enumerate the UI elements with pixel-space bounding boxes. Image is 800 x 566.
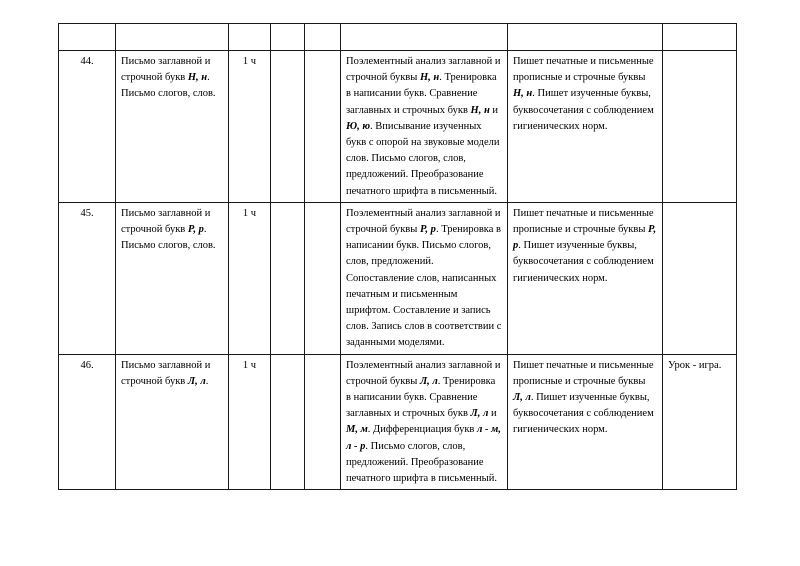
cell-number: 44. bbox=[59, 51, 116, 203]
cell-notes bbox=[663, 51, 737, 203]
cell-notes: Урок - игра. bbox=[663, 354, 737, 490]
lesson-plan-table bbox=[58, 23, 737, 490]
cell-number: 46. bbox=[59, 354, 116, 490]
cell-hours: 1 ч bbox=[229, 51, 271, 203]
cell-description: Поэлементный анализ заглавной и строчной буквы Л, л. Тренировка в написании букв. Сравнение заглавных и строчных букв Л, л и М, м. Дифференциация букв л - м, л - р. Письмо слогов, слов, предложений. Преобразование печатного шрифта в письменный. bbox=[341, 354, 508, 490]
cell-description: Поэлементный анализ заглавной и строчной буквы Н, н. Тренировка в написании букв. Сравнение заглавных и строчных букв Н, н и Ю, ю. Вписывание изученных букв с опорой на звуковые модели слов. Письмо слогов, слов, предложений. Преобразование печатного шрифта в письменный. bbox=[341, 51, 508, 203]
cell-topic bbox=[116, 24, 229, 51]
cell-date-plan bbox=[271, 24, 305, 51]
letter-emphasis: Л, л bbox=[187, 375, 206, 387]
cell-notes bbox=[663, 24, 737, 51]
cell-result bbox=[508, 24, 663, 51]
cell-topic: Письмо заглавной и строчной букв Н, н. Письмо слогов, слов. bbox=[116, 51, 229, 203]
letter-emphasis: Ю, ю bbox=[346, 120, 371, 132]
cell-topic: Письмо заглавной и строчной букв Л, л. bbox=[116, 354, 229, 490]
table-row bbox=[59, 51, 737, 203]
letter-emphasis: Р, р bbox=[513, 224, 657, 252]
cell-date-fact bbox=[305, 202, 341, 354]
letter-emphasis: Л, л bbox=[513, 392, 531, 404]
letter-emphasis: Н, н bbox=[470, 104, 490, 116]
table-row bbox=[59, 24, 737, 51]
letter-emphasis: Н, н bbox=[187, 72, 208, 84]
cell-topic: Письмо заглавной и строчной букв Р, р. Письмо слогов, слов. bbox=[116, 202, 229, 354]
cell-date-fact bbox=[305, 24, 341, 51]
cell-number bbox=[59, 24, 116, 51]
cell-result: Пишет печатные и письменные прописные и строчные буквы Р, р. Пишет изученные буквы, буквосочетания с соблюдением гигиенических норм. bbox=[508, 202, 663, 354]
cell-date-fact bbox=[305, 51, 341, 203]
letter-emphasis: Л, л bbox=[470, 408, 489, 420]
cell-date-plan bbox=[271, 51, 305, 203]
cell-notes bbox=[663, 202, 737, 354]
cell-description: Поэлементный анализ заглавной и строчной буквы Р, р. Тренировка в написании букв. Письмо слогов, слов, предложений. Сопоставление слов, написанных печатным и письменным шрифтом. Составление и запись слов. Запись слов в соответствии с заданными моделями. bbox=[341, 202, 508, 354]
letter-emphasis: Л, л bbox=[419, 375, 438, 387]
cell-date-plan bbox=[271, 202, 305, 354]
table-row bbox=[59, 202, 737, 354]
cell-number: 45. bbox=[59, 202, 116, 354]
table-row bbox=[59, 354, 737, 490]
letter-emphasis: Н, н bbox=[513, 88, 533, 100]
cell-date-fact bbox=[305, 354, 341, 490]
cell-result: Пишет печатные и письменные прописные и строчные буквы Н, н. Пишет изученные буквы, буквосочетания с соблюдением гигиенических норм. bbox=[508, 51, 663, 203]
cell-description bbox=[341, 24, 508, 51]
cell-hours: 1 ч bbox=[229, 354, 271, 490]
letter-emphasis: Р, р bbox=[187, 224, 204, 236]
letter-emphasis: л - м, л - р bbox=[346, 424, 501, 452]
cell-hours: 1 ч bbox=[229, 202, 271, 354]
cell-result: Пишет печатные и письменные прописные и строчные буквы Л, л. Пишет изученные буквы, буквосочетания с соблюдением гигиенических норм. bbox=[508, 354, 663, 490]
letter-emphasis: Н, н bbox=[419, 72, 440, 84]
cell-hours bbox=[229, 24, 271, 51]
letter-emphasis: М, м bbox=[346, 424, 368, 436]
cell-date-plan bbox=[271, 354, 305, 490]
table-body bbox=[59, 24, 737, 490]
letter-emphasis: Р, р bbox=[419, 224, 436, 236]
